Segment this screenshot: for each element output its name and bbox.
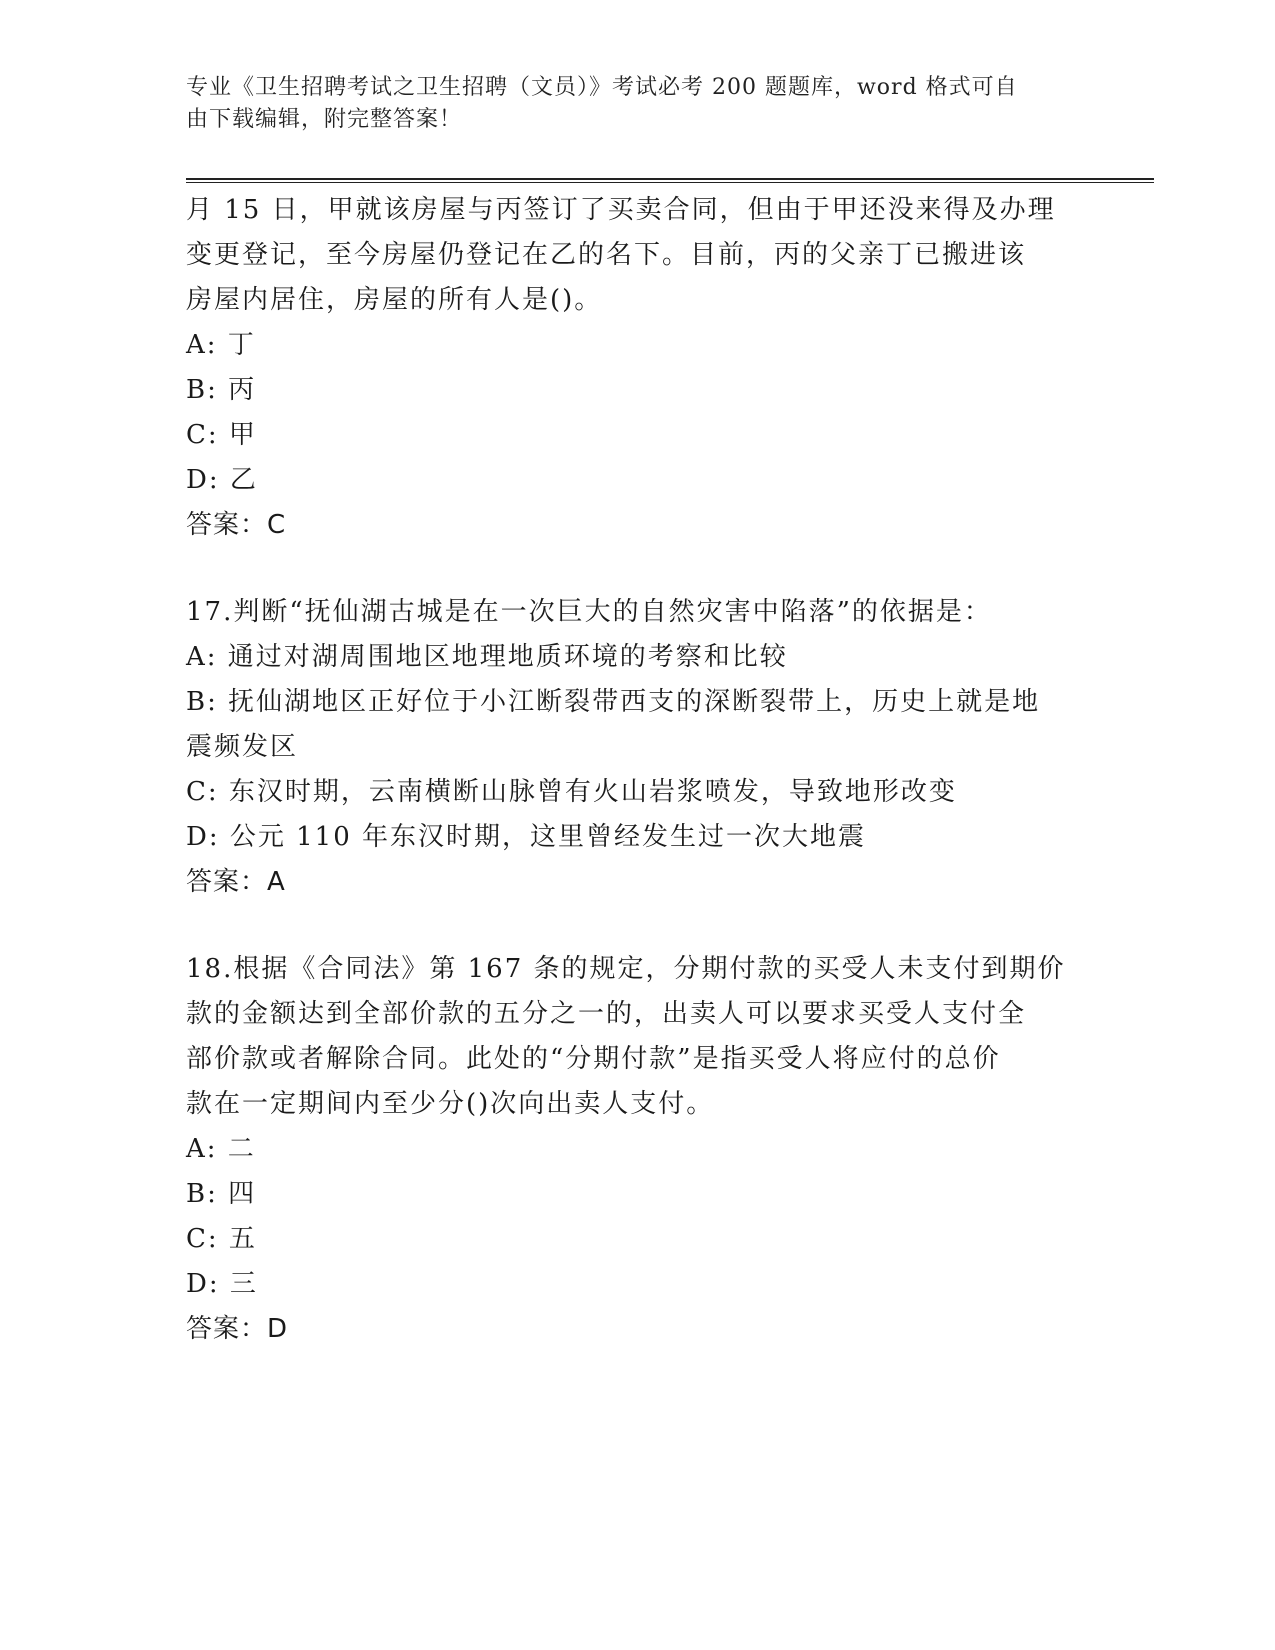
option-b-continued: 震频发区 [186,732,299,762]
question-16 [186,188,1086,548]
option-d: D: 三 [186,1269,258,1299]
document-header [186,72,1086,136]
question-16-stem [186,188,1086,323]
spacer [186,548,1086,590]
option-b: B: 四 [186,1179,257,1209]
question-17-stem [186,590,1086,635]
header-line-2: 由下载编辑，附完整答案！ [186,107,463,132]
question-18 [186,947,1086,1352]
question-stem-line: 款的金额达到全部价款的五分之一的，出卖人可以要求买受人支付全 [186,999,1027,1029]
option-b: B: 丙 [186,375,257,405]
option-a: A: 通过对湖周围地区地理地质环境的考察和比较 [186,642,788,672]
spacer [186,905,1086,947]
option-c: C: 甲 [186,420,257,450]
question-18-stem [186,947,1086,1127]
question-stem-line: 变更登记，至今房屋仍登记在乙的名下。目前，丙的父亲丁已搬进该 [186,240,1027,270]
question-stem-line: 17.判断“抚仙湖古城是在一次巨大的自然灾害中陷落”的依据是： [186,597,992,627]
option-a: A: 二 [186,1134,256,1164]
option-d: D: 乙 [186,465,258,495]
header-divider-thin [186,182,1154,183]
answer-18: 答案：D [186,1314,289,1344]
option-b: B: 抚仙湖地区正好位于小江断裂带西支的深断裂带上，历史上就是地 [186,687,1041,717]
answer-16: 答案：C [186,510,287,540]
header-divider-thick [186,178,1154,180]
question-stem-line: 房屋内居住，房屋的所有人是()。 [186,285,603,315]
option-d: D: 公元 110 年东汉时期，这里曾经发生过一次大地震 [186,822,867,852]
option-c: C: 东汉时期，云南横断山脉曾有火山岩浆喷发，导致地形改变 [186,777,957,807]
option-a: A: 丁 [186,330,256,360]
question-stem-line: 部价款或者解除合同。此处的“分期付款”是指买受人将应付的总价 [186,1044,1001,1074]
answer-17: 答案：A [186,867,286,897]
header-line-1: 专业《卫生招聘考试之卫生招聘（文员）》考试必考 200 题题库，word 格式可自 [186,75,1018,100]
option-c: C: 五 [186,1224,257,1254]
question-stem-line: 月 15 日，甲就该房屋与丙签订了买卖合同，但由于甲还没来得及办理 [186,195,1056,225]
question-list [186,188,1086,1352]
question-17 [186,590,1086,905]
question-stem-line: 18.根据《合同法》第 167 条的规定，分期付款的买受人未支付到期价 [186,954,1066,984]
question-stem-line: 款在一定期间内至少分()次向出卖人支付。 [186,1089,715,1119]
